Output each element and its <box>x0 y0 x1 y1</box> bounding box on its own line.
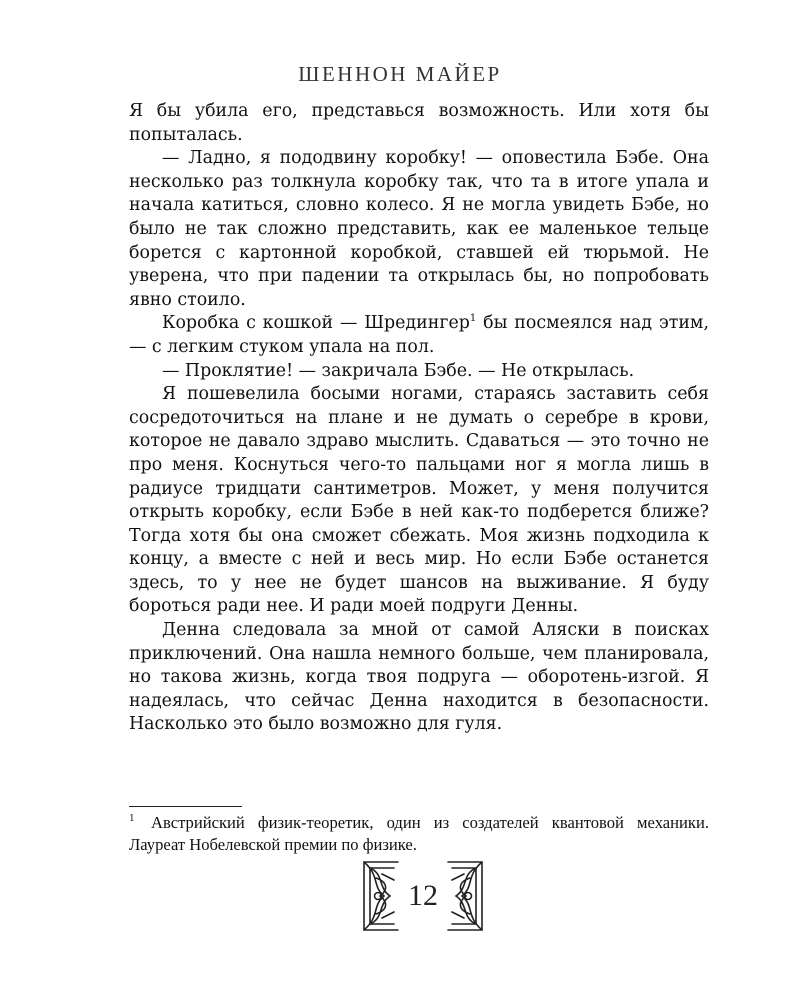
footnote-reference[interactable]: 1 <box>469 313 477 325</box>
paragraph: Я пошевелила босыми ногами, стараясь заставить себя сосредоточиться на плане и не думать о серебре в крови, которое не давало здраво мыслить. Сдаваться — это точно не про меня. Коснуться чего-то пальцами ног я могла лишь в радиусе тридцати сантиметров. Может, у меня получится открыть коробку, если Бэбе в ней как-то подберется ближе? Тогда хотя бы она сможет сбежать. Моя жизнь подходила к концу, а вместе с ней и весь мир. Но если Бэбе останется здесь, то у нее не будет шансов на выживание. Я буду бороться ради нее. И ради моей подруги Денны. <box>129 384 709 617</box>
running-head: ШЕННОН МАЙЕР <box>298 62 502 86</box>
paragraph: Денна следовала за мной от самой Аляски в поисках приключений. Она нашла немного больше, чем планировала, но такова жизнь, когда твоя подруга — оборотень-изгой. Я надеялась, что сейчас Денна находится в безопасности. Насколько это было возможно для гуля. <box>129 620 709 735</box>
body-text <box>129 100 709 737</box>
paragraph: Я бы убила его, представься возможность. Или хотя бы попыталась. <box>129 101 709 145</box>
paragraph: — Ладно, я пододвину коробку! — оповестила Бэбе. Она несколько раз толкнула коробку так, что та в итоге упала и начала катиться, словно колесо. Я не могла увидеть Бэбе, но было не так сложно представить, как ее маленькое тельце борется с картонной коробкой, ставшей ей тюрьмой. Не уверена, что при падении та открылась бы, но попробовать явно стоило. <box>129 148 709 310</box>
footnote: 1 Австрийский физик-теоретик, один из создателей квантовой механики. Лауреат Нобелевской премии по физике. <box>129 812 709 854</box>
footnote-divider <box>129 806 242 807</box>
paragraph-text: Коробка с кошкой — Шредингер <box>162 313 470 334</box>
page-number: 12 <box>408 879 438 912</box>
paragraph <box>129 312 709 359</box>
paragraph-text: бы посмеялся над этим, — с легким стуком упала на пол. <box>129 313 709 357</box>
paragraph: — Проклятие! — закричала Бэбе. — Не открылась. <box>162 360 635 381</box>
footnote-text: Австрийский физик-теоретик, один из создателей квантовой механики. Лауреат Нобелевской премии по физике. <box>129 813 709 854</box>
page-number-ornament <box>358 856 488 936</box>
